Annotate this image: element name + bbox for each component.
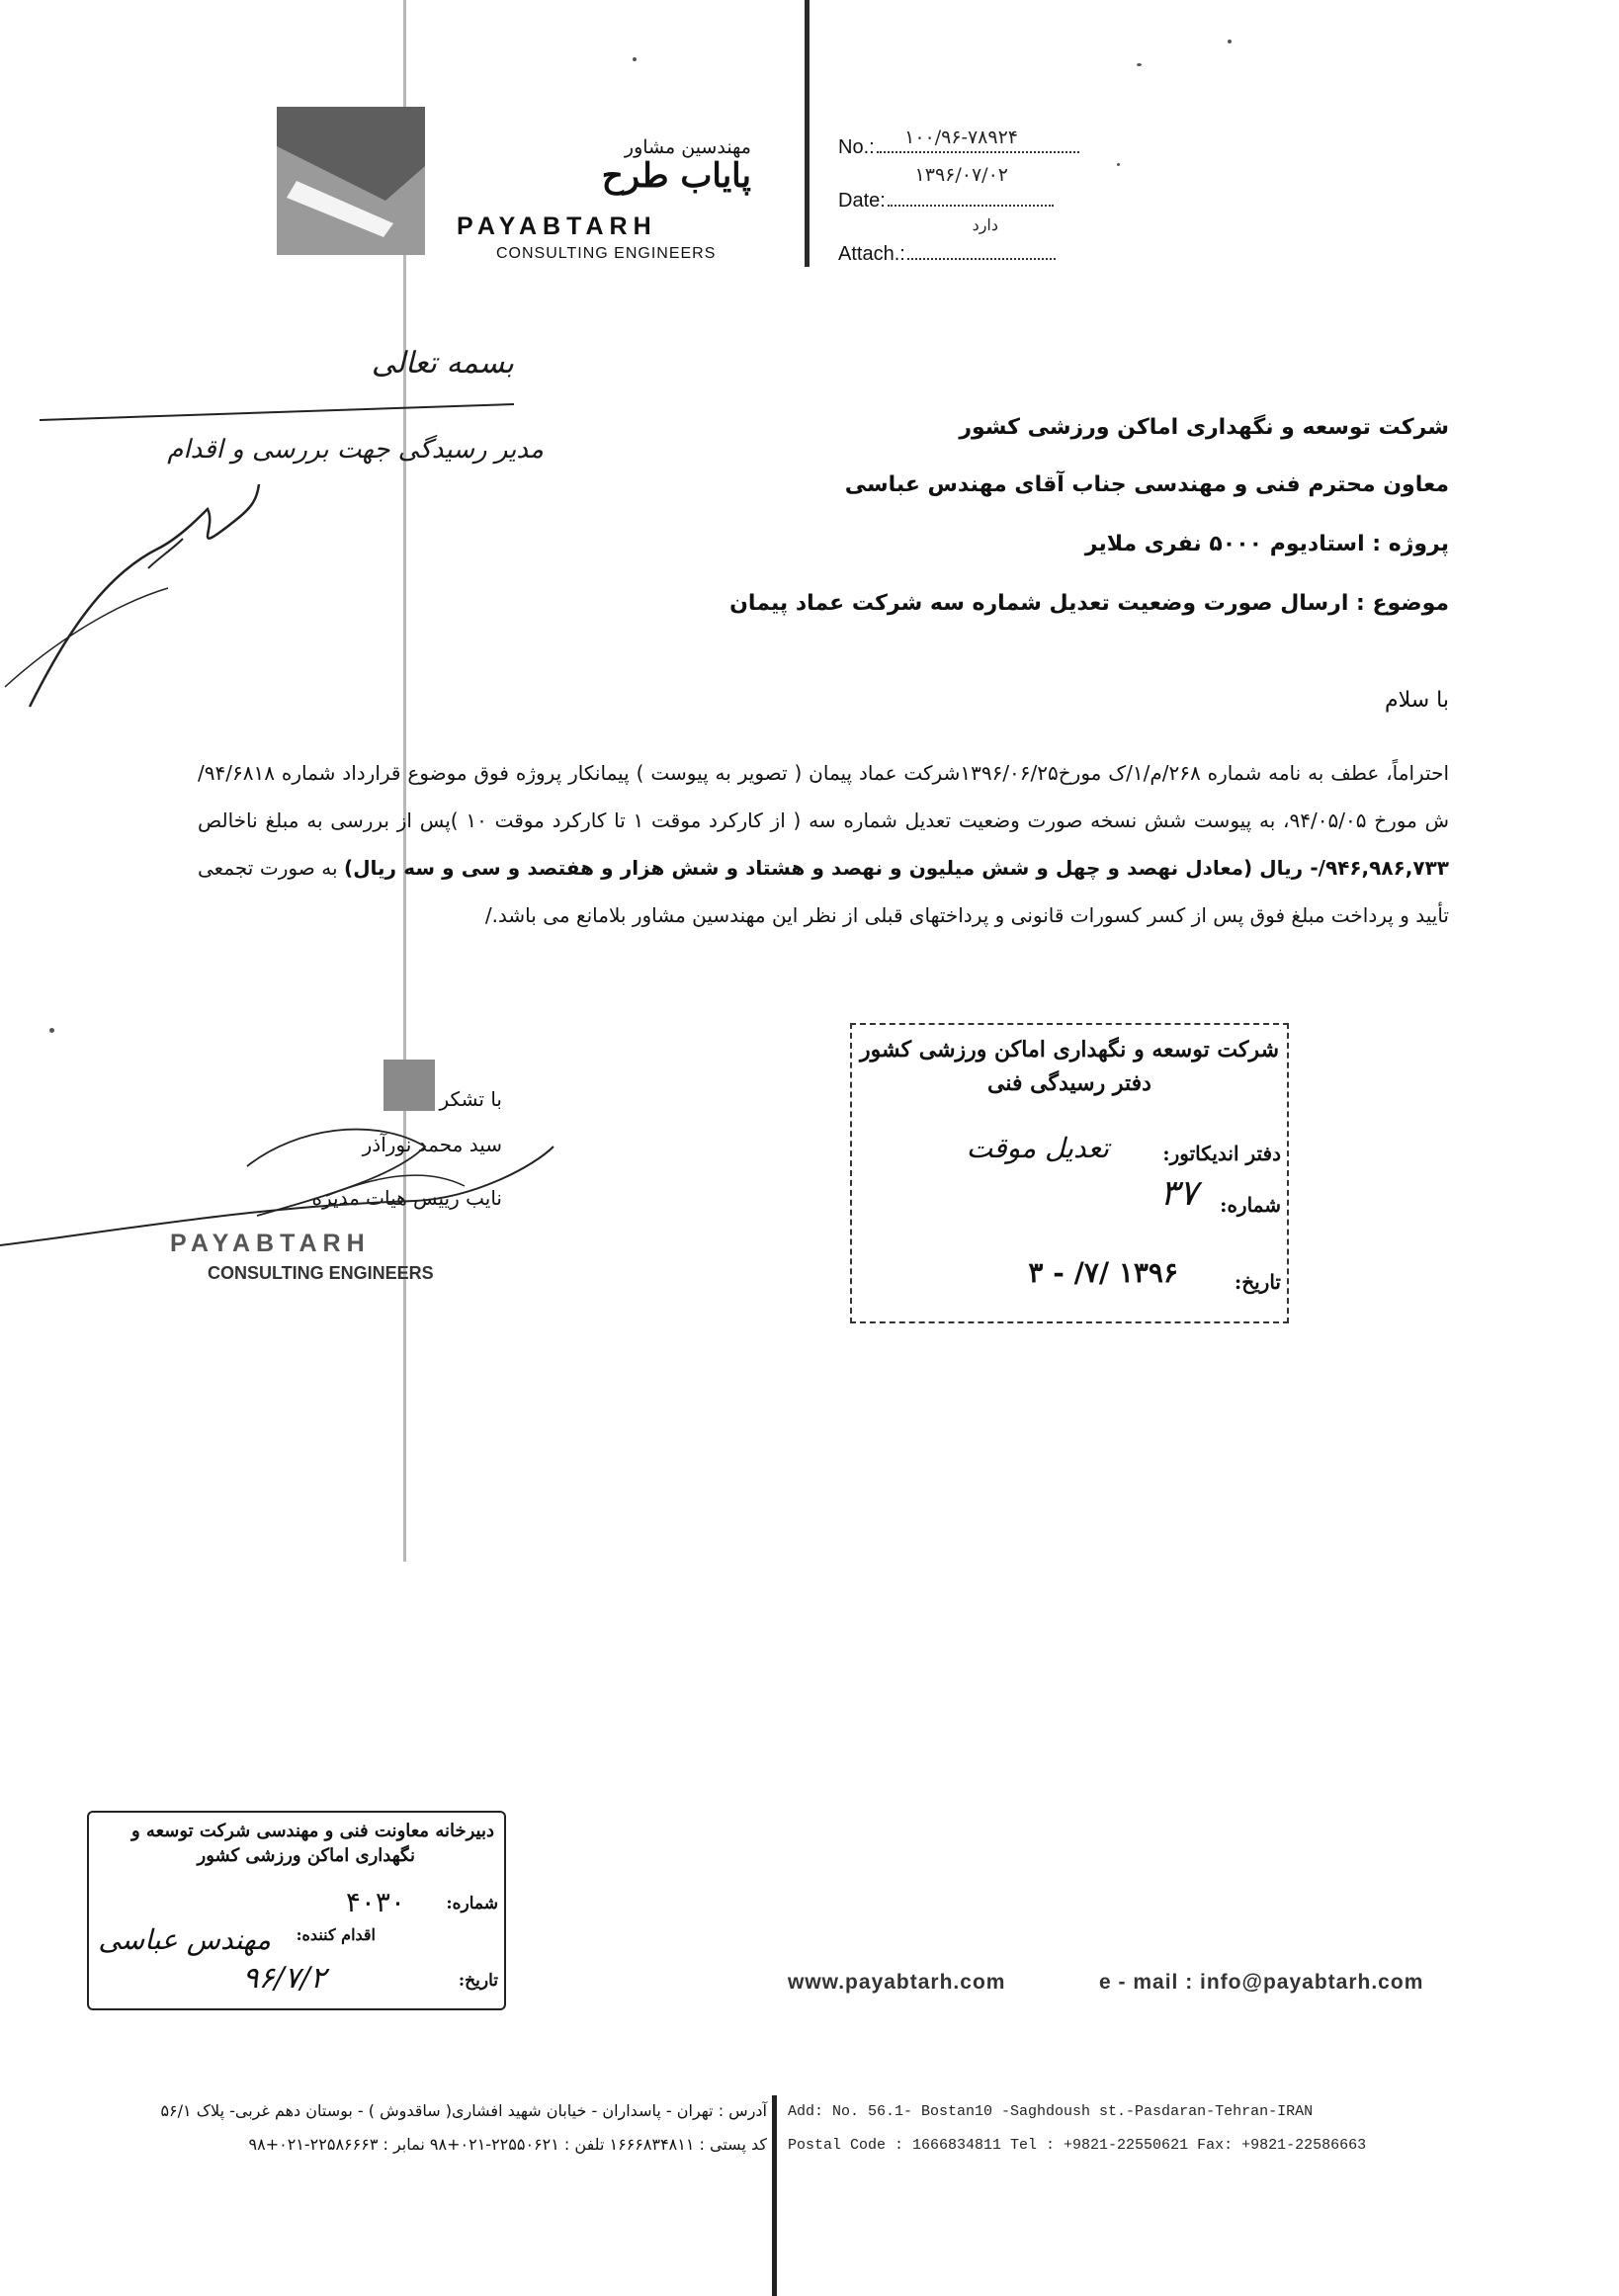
secretariat-date-hand: ۹۶/۷/۲ [242, 1961, 326, 1996]
footer-address-persian: آدرس : تهران - پاسداران - خیابان شهید افشاری( ساقدوش ) - بوستان دهم غربی- پلاک ۵۶/۱ [160, 2101, 767, 2120]
signature-thanks: با تشکر [439, 1087, 502, 1111]
secretariat-action-label: اقدام کننده: [296, 1925, 376, 1944]
scan-speck [1228, 40, 1232, 43]
secretariat-action-hand: مهندس عباسی [98, 1923, 271, 1956]
footer-contacts-english: Postal Code : 1666834811 Tel : +9821-22550621 Fax: +9821-22586663 [788, 2137, 1367, 2154]
greeting: با سلام [1384, 688, 1449, 713]
stamp-org-line: شرکت توسعه و نگهداری اماکن ورزشی کشور [859, 1037, 1280, 1063]
stamp-date-hand: ۱۳۹۶ /۷/ - ۳ [1028, 1256, 1178, 1289]
secretariat-date-label: تاریخ: [458, 1971, 498, 1991]
attachment-value: دارد [972, 215, 998, 234]
secretariat-line1: دبیرخانه معاونت فنی و مهندسی شرکت توسعه و [130, 1821, 494, 1841]
letter-number-value: ۱۰۰/۹۶-۷۸۹۲۴ [904, 127, 1018, 148]
stamp-indicator-hand: تعدیل موقت [966, 1132, 1109, 1164]
signature-name: سید محمد نورآذر [362, 1133, 502, 1156]
company-logo [277, 107, 425, 255]
signature-brand-english: PAYABTARH [170, 1230, 371, 1257]
letter-number-label: No.: [838, 136, 875, 158]
attachment-row [838, 243, 1056, 266]
letter-number-row [838, 136, 1079, 159]
project-line: پروژه : استادیوم ۵۰۰۰ نفری ملایر [1084, 532, 1449, 556]
logo-swoosh-icon [277, 107, 425, 255]
handwritten-referral-note: مدیر رسیدگی جهت بررسی و اقدام [167, 435, 544, 465]
secretariat-line2: نگهداری اماکن ورزشی کشور [197, 1845, 415, 1866]
stamp-number-hand: ۳۷ [1159, 1173, 1198, 1214]
signature-title: نایب رییس هیات مدیره [311, 1186, 502, 1210]
secretariat-number-label: شماره: [446, 1894, 498, 1913]
brand-persian-name: پایاب طرح [601, 156, 751, 196]
footer-website: www.payabtarh.com [788, 1971, 1006, 1994]
dotted-line [877, 147, 1079, 153]
signature-brand-subtitle: CONSULTING ENGINEERS [208, 1263, 434, 1283]
footer-email: e - mail : info@payabtarh.com [1099, 1971, 1424, 1994]
signature-logo [383, 1060, 435, 1111]
received-stamp [850, 1023, 1289, 1323]
handwritten-heading: بسمه تعالی [371, 346, 514, 381]
stamp-date-label: تاریخ: [1234, 1270, 1281, 1294]
footer-address-english: Add: No. 56.1- Bostan10 -Saghdoush st.-Pasdaran-Tehran-IRAN [788, 2103, 1314, 2120]
letter-date-row [838, 190, 1054, 213]
letter-body [198, 749, 1449, 939]
header-divider [805, 0, 810, 267]
letter-body-closing: به صورت تجمعی تأیید و پرداخت مبلغ فوق پس از کسر کسورات قانونی و پرداختهای قبلی از نظر این مهندسین مشاور بلامانع می باشد./ [198, 856, 1449, 927]
stamp-department-line: دفتر رسیدگی فنی [987, 1070, 1151, 1096]
dotted-line [907, 254, 1056, 260]
brand-persian-subtitle: مهندسین مشاور [624, 136, 751, 158]
scan-speck [1117, 163, 1120, 166]
footer-contacts-persian: کد پستی : ۱۶۶۶۸۳۴۸۱۱ تلفن : ۲۲۵۵۰۶۲۱-۰۲۱+۹۸ نمابر : ۲۲۵۸۶۶۶۳-۰۲۱+۹۸ [248, 2135, 767, 2154]
letter-body-amount: ۹۴۶,۹۸۶,۷۳۳/- ریال (معادل نهصد و چهل و شش میلیون و نهصد و هشتاد و شش هزار و هفتصد و سی و سه ریال) [344, 856, 1449, 880]
attachment-label: Attach.: [838, 243, 905, 265]
recipient-person: معاون محترم فنی و مهندسی جناب آقای مهندس عباسی [844, 472, 1449, 497]
brand-english-name: PAYABTARH [457, 213, 657, 240]
secretariat-stamp [87, 1811, 506, 2010]
brand-english-subtitle: CONSULTING ENGINEERS [496, 245, 717, 262]
letter-body-text: احتراماً، عطف به نامه شماره ۲۶۸/م/۱/ک مورخ۱۳۹۶/۰۶/۲۵شرکت عماد پیمان ( تصویر به پیوست ) پیمانکار پروژه فوق موضوع قرارداد شماره ۹۴/۶۸۱۸/ش مورخ ۹۴/۰۵/۰۵، به پیوست شش نسخه صورت وضعیت تعدیل شماره سه ( از کارکرد موقت ۱ تا کارکرد موقت ۱۰ )پس از بررسی به مبلغ ناخالص [198, 761, 1450, 832]
letter-date-value: ۱۳۹۶/۰۷/۰۲ [914, 164, 1008, 186]
stamp-indicator-label: دفتر اندیکاتور: [1162, 1142, 1281, 1165]
scan-speck [633, 57, 637, 61]
footer-divider [772, 2095, 777, 2296]
scan-speck [1137, 63, 1142, 66]
secretariat-number-hand: ۴۰۳۰ [345, 1886, 405, 1918]
scan-speck [49, 1028, 54, 1033]
stamp-number-label: شماره: [1220, 1193, 1281, 1217]
subject-line: موضوع : ارسال صورت وضعیت تعدیل شماره سه شرکت عماد پیمان [729, 591, 1449, 616]
dotted-line [888, 201, 1054, 207]
recipient-organization: شرکت توسعه و نگهداری اماکن ورزشی کشور [959, 415, 1449, 440]
letter-date-label: Date: [838, 190, 886, 212]
